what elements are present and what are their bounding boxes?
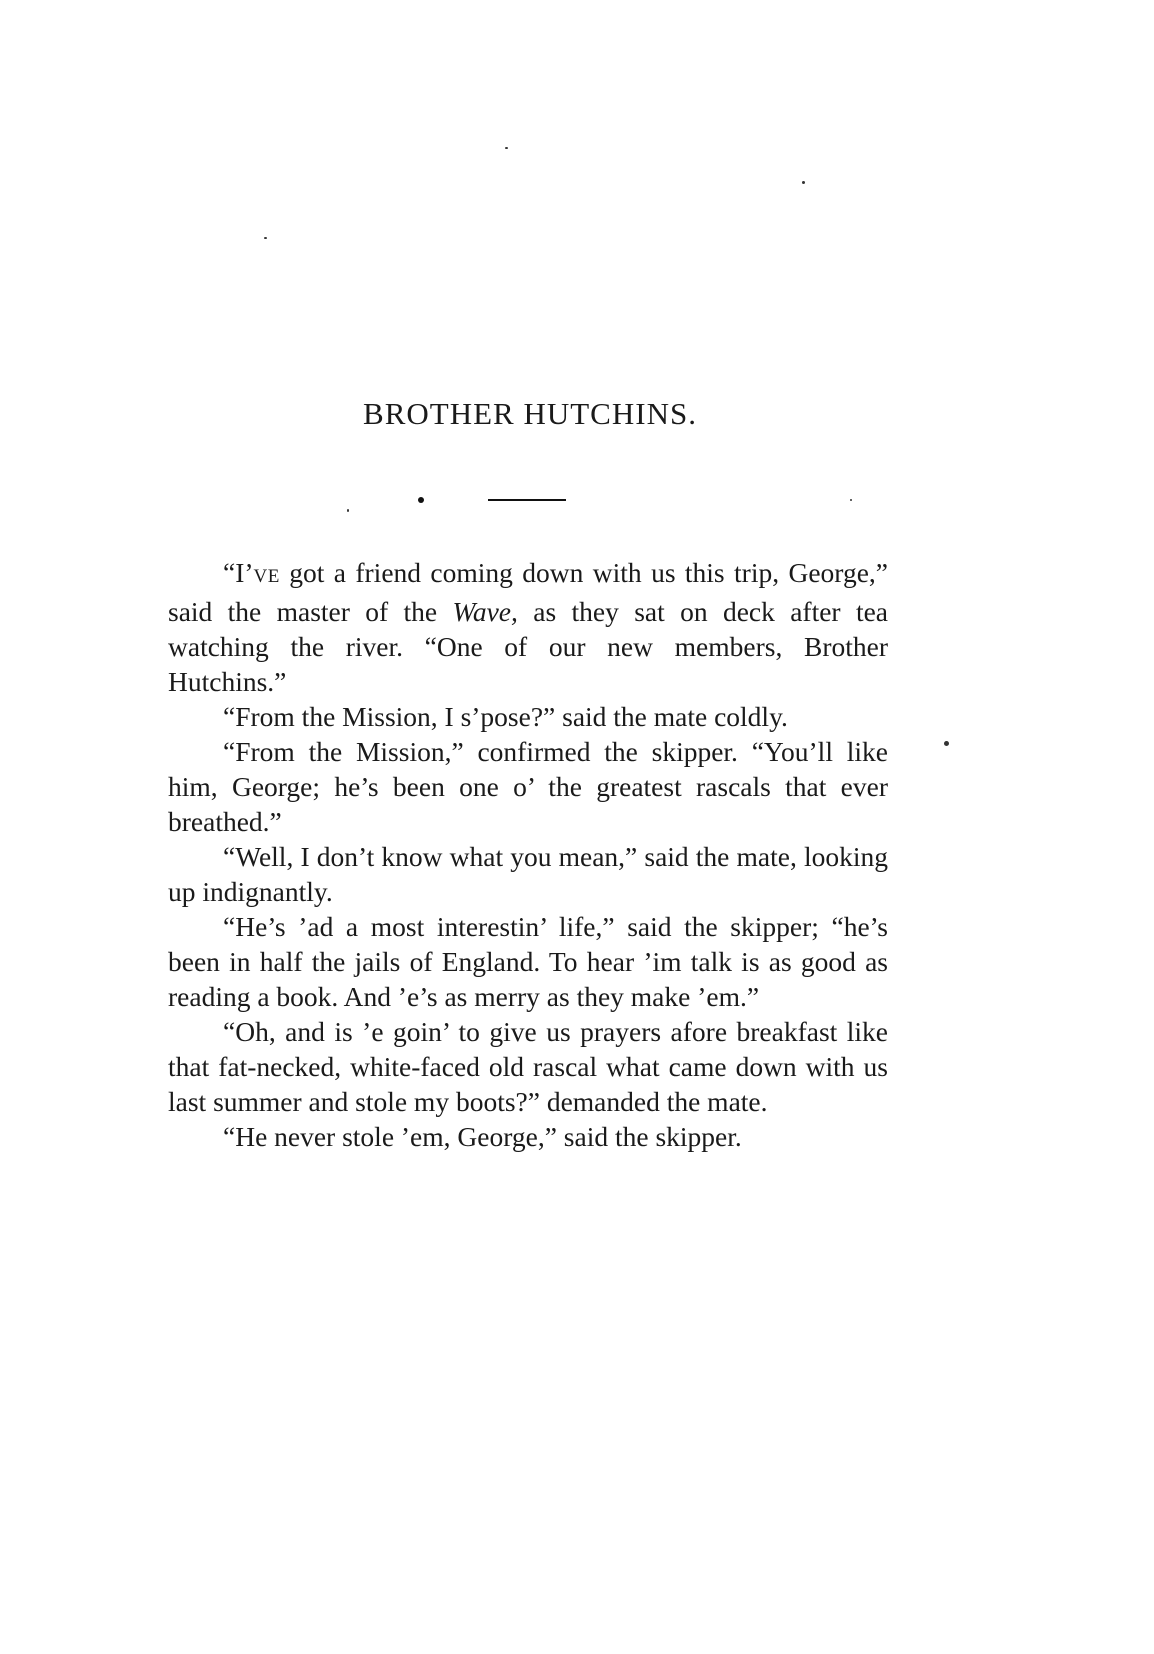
paragraph: “From the Mission, I s’pose?” said the mate coldly. xyxy=(223,701,788,732)
scan-speck xyxy=(850,499,852,501)
scan-speck xyxy=(944,741,949,746)
paragraph: “Oh, and is ’e goin’ to give us prayers afore breakfast like that fat-necked, white-faced old rascal what came down with us last summer and stole my boots?” demanded the mate. xyxy=(168,1016,888,1117)
chapter-title: BROTHER HUTCHINS. xyxy=(363,396,697,431)
paragraph-opening: “I’ xyxy=(223,557,254,588)
paragraph: “He never stole ’em, George,” said the skipper. xyxy=(223,1121,742,1152)
scan-speck xyxy=(264,237,267,239)
scan-speck xyxy=(505,147,508,149)
paragraph: “He’s ’ad a most interestin’ life,” said the skipper; “he’s been in half the jails of England. To hear ’im talk is as good as reading a book. And ’e’s as merry as they make ’em.” xyxy=(168,911,888,1012)
paragraph xyxy=(168,555,888,699)
body-text xyxy=(168,555,888,1154)
small-caps-word: VE xyxy=(253,566,280,587)
paragraph: “Well, I don’t know what you mean,” said the mate, looking up indignantly. xyxy=(168,841,888,907)
scan-speck xyxy=(802,181,805,184)
ornament-dot xyxy=(418,497,424,503)
ornament-rule xyxy=(488,499,566,501)
paragraph-text: as they sat on deck after tea watching the river. “One of our new members, Brother Hutchins.” xyxy=(168,596,888,697)
scan-speck xyxy=(347,509,349,512)
paragraph: “From the Mission,” confirmed the skipper. “You’ll like him, George; he’s been one o’ the greatest rascals that ever breathed.” xyxy=(168,736,888,837)
ship-name: Wave, xyxy=(452,596,518,627)
paragraph-text: got a friend coming down with us this trip, George,” said the master of the xyxy=(168,557,888,627)
